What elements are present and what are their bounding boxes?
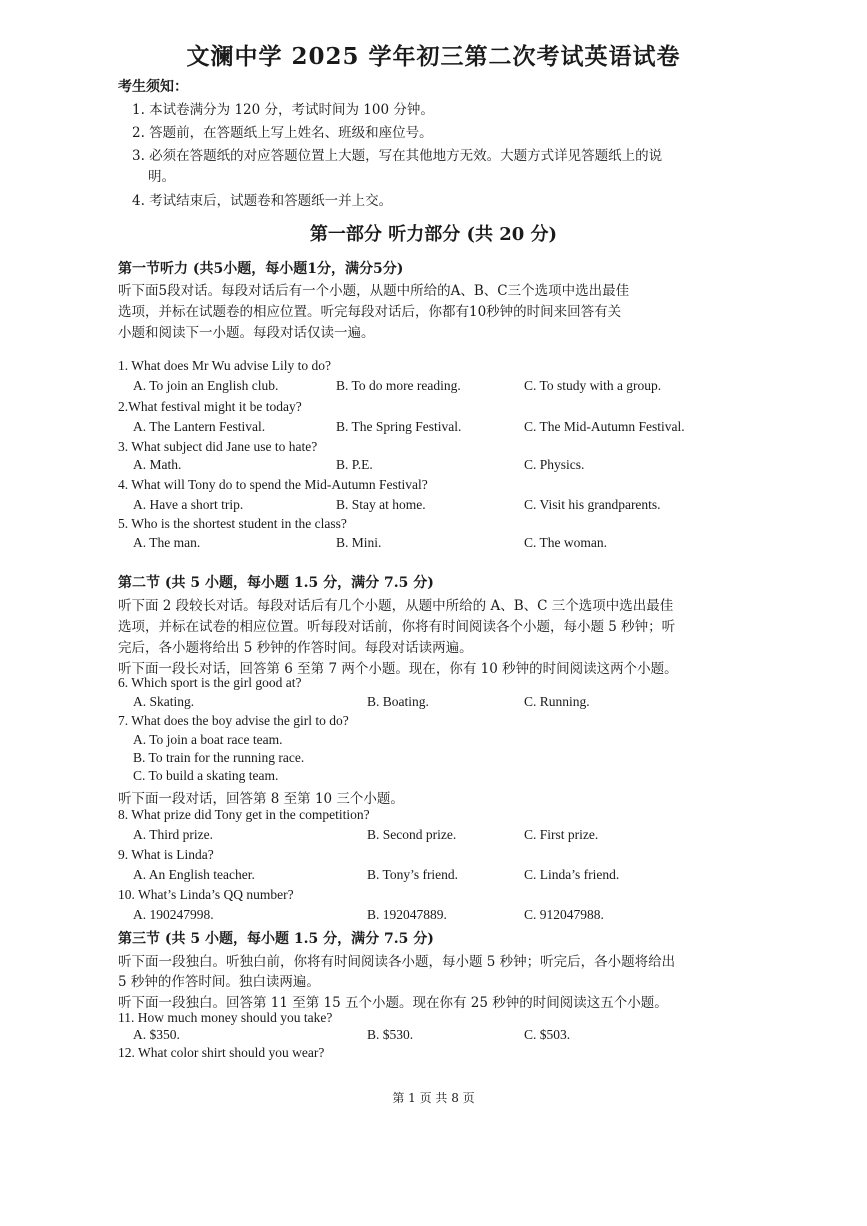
option-a: A. The Lantern Festival. <box>133 419 266 434</box>
section-heading: 第一节听力 (共5小题，每小题1分，满分5分) <box>118 261 404 277</box>
option-b: B. Stay at home. <box>336 497 426 512</box>
option-a: A. 190247998. <box>133 907 214 922</box>
question-1: 1. What does Mr Wu advise Lily to do? <box>118 358 332 373</box>
question-6: 6. Which sport is the girl good at? <box>118 675 302 690</box>
option-c: C. 912047988. <box>524 907 604 922</box>
notice-item: 3. 必须在答题纸的对应答题位置上大题，写在其他地方无效。大题方式详见答题纸上的说 <box>132 148 663 164</box>
option-a: A. Skating. <box>133 694 195 709</box>
option-b: B. The Spring Festival. <box>336 419 462 434</box>
question-2: 2.What festival might it be today? <box>118 399 302 414</box>
section-instruction: 完后，各小题将给出 5 秒钟的作答时间。每段对话读两遍。 <box>118 640 473 656</box>
option-b: B. $530. <box>367 1027 414 1042</box>
notice-heading: 考生须知： <box>118 79 188 95</box>
option-c: C. Linda’s friend. <box>524 867 620 882</box>
option-b: B. To train for the running race. <box>133 750 305 765</box>
option-a: A. An English teacher. <box>133 867 255 882</box>
part-title: 第一部分 听力部分 (共 20 分) <box>309 224 558 245</box>
section-instruction: 选项，并标在试卷的相应位置。听每段对话前，你将有时间阅读各个小题，每小题 5 秒钟；听 <box>118 619 676 635</box>
section-instruction: 小题和阅读下一小题。每段对话仅读一遍。 <box>118 325 375 341</box>
option-a: A. Third prize. <box>133 827 213 842</box>
question-3: 3. What subject did Jane use to hate? <box>118 439 318 454</box>
notice-item: 2. 答题前，在答题纸上写上姓名、班级和座位号。 <box>132 125 433 141</box>
option-b: B. Tony’s friend. <box>367 867 459 882</box>
option-c: C. The woman. <box>524 535 607 550</box>
question-4: 4. What will Tony do to spend the Mid-Autumn Festival? <box>118 477 428 492</box>
option-c: C. First prize. <box>524 827 599 842</box>
section-instruction: 听下面一段独白。听独白前，你将有时间阅读各小题，每小题 5 秒钟；听完后，各小题将给出 <box>118 954 676 970</box>
option-b: B. To do more reading. <box>336 378 461 393</box>
question-10: 10. What’s Linda’s QQ number? <box>118 887 294 902</box>
option-b: B. Second prize. <box>367 827 457 842</box>
notice-item: 1. 本试卷满分为 120 分，考试时间为 100 分钟。 <box>132 102 434 118</box>
option-c: C. To study with a group. <box>524 378 662 393</box>
section-instruction: 5 秒钟的作答时间。独白读两遍。 <box>118 974 320 990</box>
question-5: 5. Who is the shortest student in the class? <box>118 516 347 531</box>
option-c: C. $503. <box>524 1027 571 1042</box>
option-a: A. To join an English club. <box>133 378 279 393</box>
question-9: 9. What is Linda? <box>118 847 214 862</box>
option-c: C. Visit his grandparents. <box>524 497 661 512</box>
option-b: B. P.E. <box>336 457 373 472</box>
question-11: 11. How much money should you take? <box>118 1010 333 1025</box>
section-instruction: 听下面一段独白。回答第 11 至第 15 五个小题。现在你有 25 秒钟的时间阅读这五个小题。 <box>118 995 668 1011</box>
option-a: A. To join a boat race team. <box>133 732 283 747</box>
option-c: C. Physics. <box>524 457 585 472</box>
option-a: A. Have a short trip. <box>133 497 244 512</box>
option-b: B. 192047889. <box>367 907 447 922</box>
section-instruction: 听下面一段长对话，回答第 6 至第 7 两个小题。现在，你有 10 秒钟的时间阅读这两个小题。 <box>118 661 678 677</box>
page-footer: 第 1 页 共 8 页 <box>392 1091 475 1105</box>
question-8: 8. What prize did Tony get in the competition? <box>118 807 370 822</box>
option-b: B. Mini. <box>336 535 382 550</box>
exam-title: 文澜中学 2025 学年初三第二次考试英语试卷 <box>186 43 681 70</box>
section-instruction: 听下面5段对话。每段对话后有一个小题，从题中所给的A、B、C三个选项中选出最佳 <box>118 283 630 299</box>
option-c: C. The Mid-Autumn Festival. <box>524 419 685 434</box>
option-c: C. Running. <box>524 694 590 709</box>
section-heading: 第二节 (共 5 小题，每小题 1.5 分，满分 7.5 分) <box>118 575 434 591</box>
option-c: C. To build a skating team. <box>133 768 279 783</box>
option-a: A. Math. <box>133 457 182 472</box>
option-a: A. The man. <box>133 535 201 550</box>
question-12: 12. What color shirt should you wear? <box>118 1045 325 1060</box>
section-heading: 第三节 (共 5 小题，每小题 1.5 分，满分 7.5 分) <box>118 931 434 947</box>
notice-item: 4. 考试结束后，试题卷和答题纸一并上交。 <box>132 193 393 209</box>
dialogue-note: 听下面一段对话，回答第 8 至第 10 三个小题。 <box>118 791 404 807</box>
question-7: 7. What does the boy advise the girl to do? <box>118 713 349 728</box>
notice-item: 明。 <box>148 169 175 185</box>
option-b: B. Boating. <box>367 694 429 709</box>
section-instruction: 听下面 2 段较长对话。每段对话后有几个小题，从题中所给的 A、B、C 三个选项中选出最佳 <box>118 598 674 614</box>
section-instruction: 选项，并标在试题卷的相应位置。听完每段对话后，你都有10秒钟的时间来回答有关 <box>118 304 622 320</box>
option-a: A. $350. <box>133 1027 180 1042</box>
